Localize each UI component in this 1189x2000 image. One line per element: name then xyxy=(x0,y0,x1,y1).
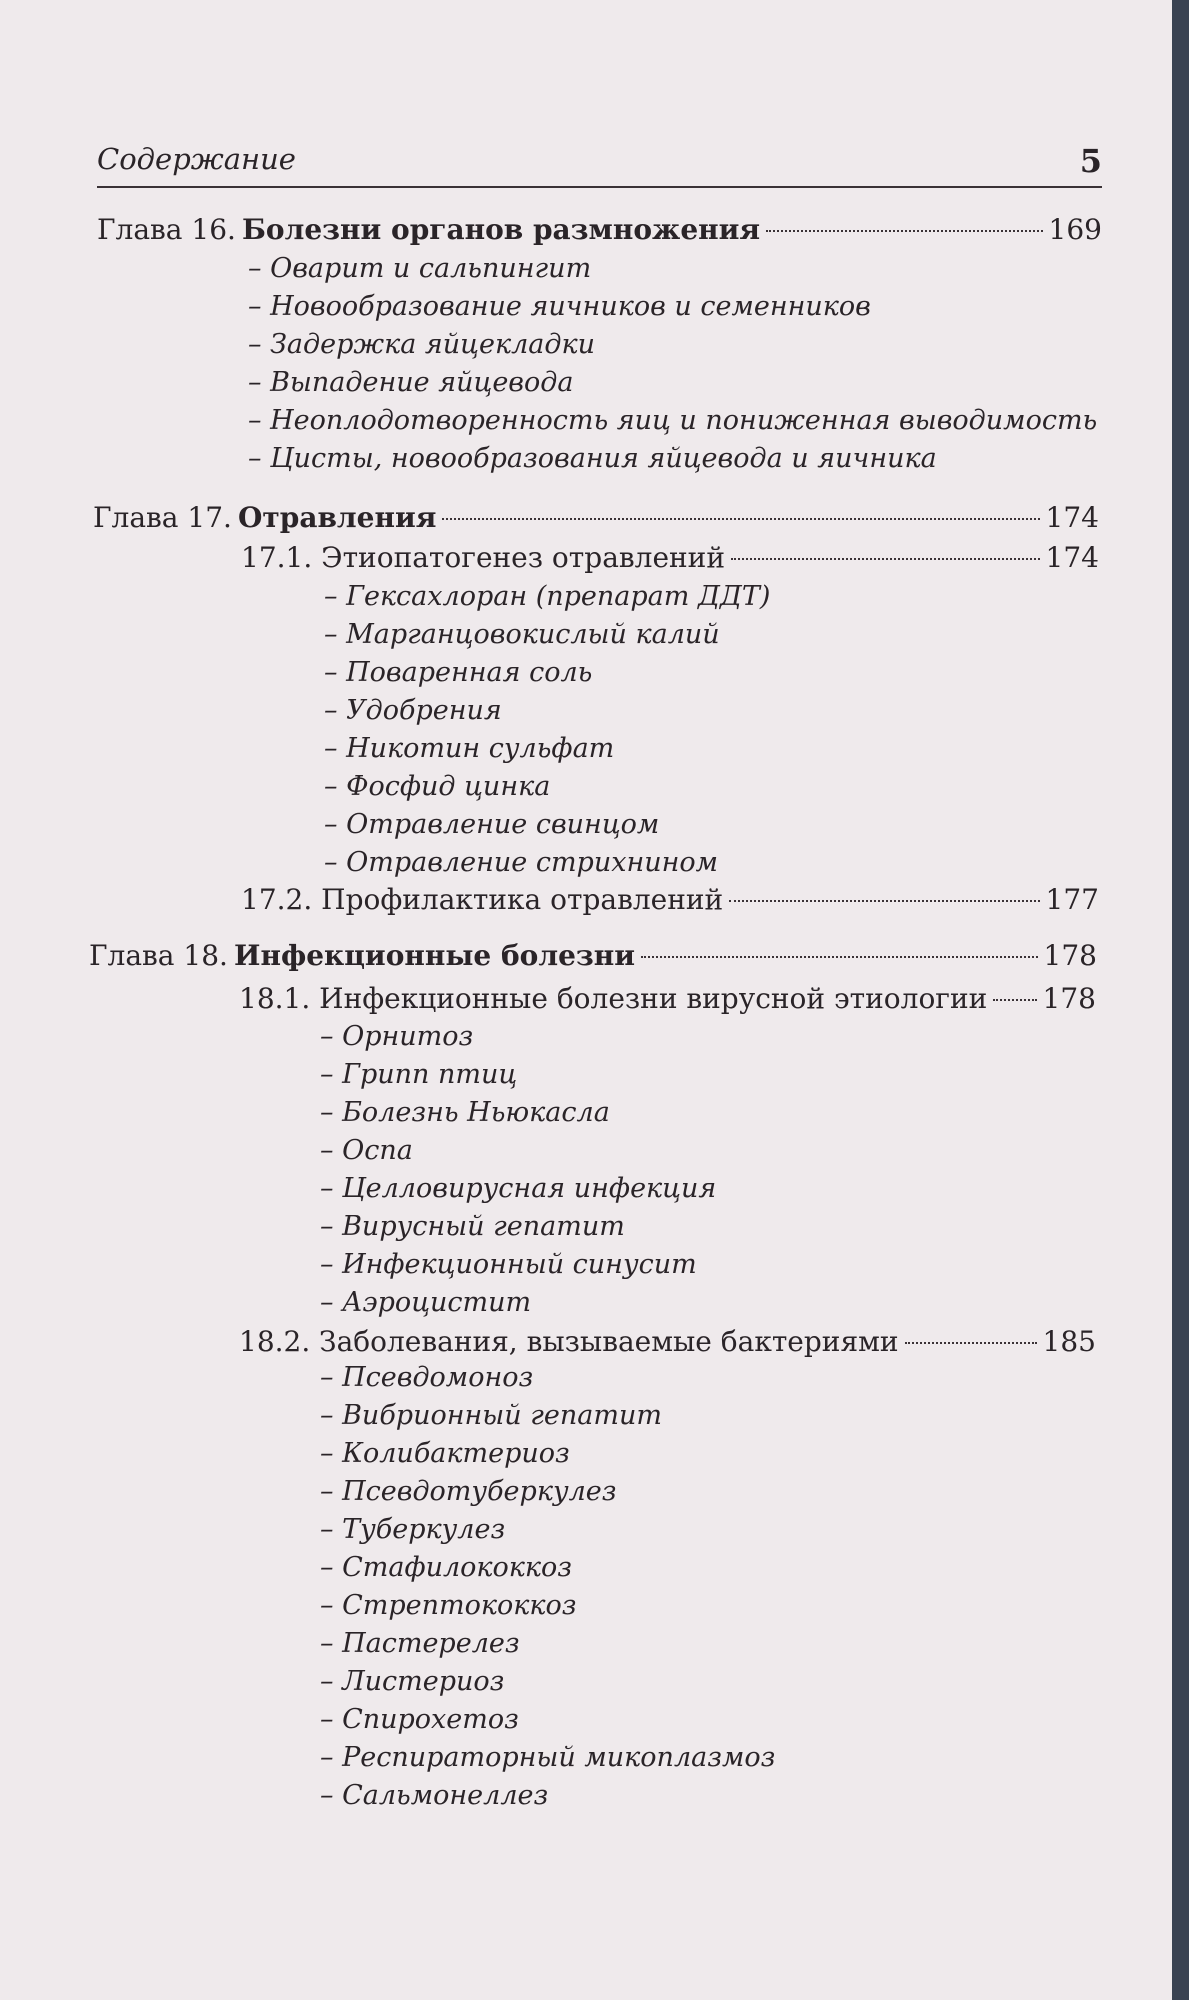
toc-item: – Задержка яйцекладки xyxy=(248,329,595,360)
toc-item: – Фосфид цинка xyxy=(324,771,551,802)
dot-leader xyxy=(641,956,1038,958)
toc-chapter-17 xyxy=(93,498,1099,538)
toc-section-18-1 xyxy=(239,979,1096,1019)
toc-item: – Респираторный микоплазмоз xyxy=(320,1742,776,1773)
dot-leader xyxy=(905,1342,1037,1344)
section-page: 177 xyxy=(1045,883,1099,916)
toc-item: – Псевдотуберкулез xyxy=(320,1476,617,1507)
chapter-page: 178 xyxy=(1043,939,1097,972)
toc-section-17-1 xyxy=(241,538,1099,578)
chapter-page: 174 xyxy=(1045,501,1099,534)
dot-leader xyxy=(442,518,1039,520)
toc-item: – Спирохетоз xyxy=(320,1704,519,1735)
toc-item: – Оспа xyxy=(320,1135,413,1166)
toc-item: – Псевдомоноз xyxy=(320,1362,534,1393)
chapter-label: Глава 16. xyxy=(97,213,236,246)
toc-item: – Грипп птиц xyxy=(320,1059,518,1090)
toc-item: – Колибактериоз xyxy=(320,1438,570,1469)
section-title: 17.2. Профилактика отравлений xyxy=(241,883,724,916)
toc-item: – Вирусный гепатит xyxy=(320,1211,625,1242)
toc-section-17-2 xyxy=(241,880,1099,920)
toc-section-18-2 xyxy=(239,1322,1096,1362)
toc-item: – Цисты, новообразования яйцевода и яичника xyxy=(248,443,937,474)
toc-item: – Удобрения xyxy=(324,695,502,726)
chapter-title: Инфекционные болезни xyxy=(234,939,636,972)
chapter-title: Болезни органов размножения xyxy=(242,213,761,246)
toc-item: – Поваренная соль xyxy=(324,657,593,688)
toc-item: – Сальмонеллез xyxy=(320,1780,549,1811)
toc-item: – Отравление стрихнином xyxy=(324,847,719,878)
toc-item: – Стафилококкоз xyxy=(320,1552,573,1583)
dot-leader xyxy=(993,999,1036,1001)
section-page: 185 xyxy=(1042,1325,1096,1358)
toc-item: – Инфекционный синусит xyxy=(320,1249,697,1280)
toc-item: – Аэроцистит xyxy=(320,1287,532,1318)
section-page: 178 xyxy=(1042,982,1096,1015)
toc-item: – Туберкулез xyxy=(320,1514,506,1545)
toc-item: – Листериоз xyxy=(320,1666,505,1697)
header-page-number: 5 xyxy=(1079,142,1102,180)
section-title: 18.1. Инфекционные болезни вирусной этиологии xyxy=(239,982,988,1015)
toc-item: – Никотин сульфат xyxy=(324,733,615,764)
chapter-page: 169 xyxy=(1048,213,1102,246)
toc-chapter-16 xyxy=(97,210,1102,250)
header-title: Содержание xyxy=(97,142,296,176)
section-title: 18.2. Заболевания, вызываемые бактериями xyxy=(239,1325,899,1358)
toc-item: – Неоплодотворенность яиц и пониженная выводимость xyxy=(248,405,1098,436)
toc-item: – Марганцовокислый калий xyxy=(324,619,720,650)
toc-item: – Пастерелез xyxy=(320,1628,520,1659)
chapter-label: Глава 18. xyxy=(89,939,228,972)
toc-item: – Болезнь Ньюкасла xyxy=(320,1097,610,1128)
toc-item: – Выпадение яйцевода xyxy=(248,367,574,398)
toc-item: – Орнитоз xyxy=(320,1021,474,1052)
section-page: 174 xyxy=(1045,541,1099,574)
section-title: 17.1. Этиопатогенез отравлений xyxy=(241,541,725,574)
chapter-label: Глава 17. xyxy=(93,501,232,534)
dot-leader xyxy=(729,900,1039,902)
chapter-title: Отравления xyxy=(238,501,437,534)
toc-item: – Целловирусная инфекция xyxy=(320,1173,717,1204)
toc-item: – Новообразование яичников и семенников xyxy=(248,291,871,322)
toc-item: – Отравление свинцом xyxy=(324,809,660,840)
toc-item: – Стрептококкоз xyxy=(320,1590,577,1621)
toc-chapter-18 xyxy=(89,936,1097,976)
toc-item: – Оварит и сальпингит xyxy=(248,253,592,284)
dot-leader xyxy=(766,230,1042,232)
toc-item: – Гексахлоран (препарат ДДТ) xyxy=(324,581,771,612)
dot-leader xyxy=(731,558,1040,560)
toc-item: – Вибрионный гепатит xyxy=(320,1400,662,1431)
